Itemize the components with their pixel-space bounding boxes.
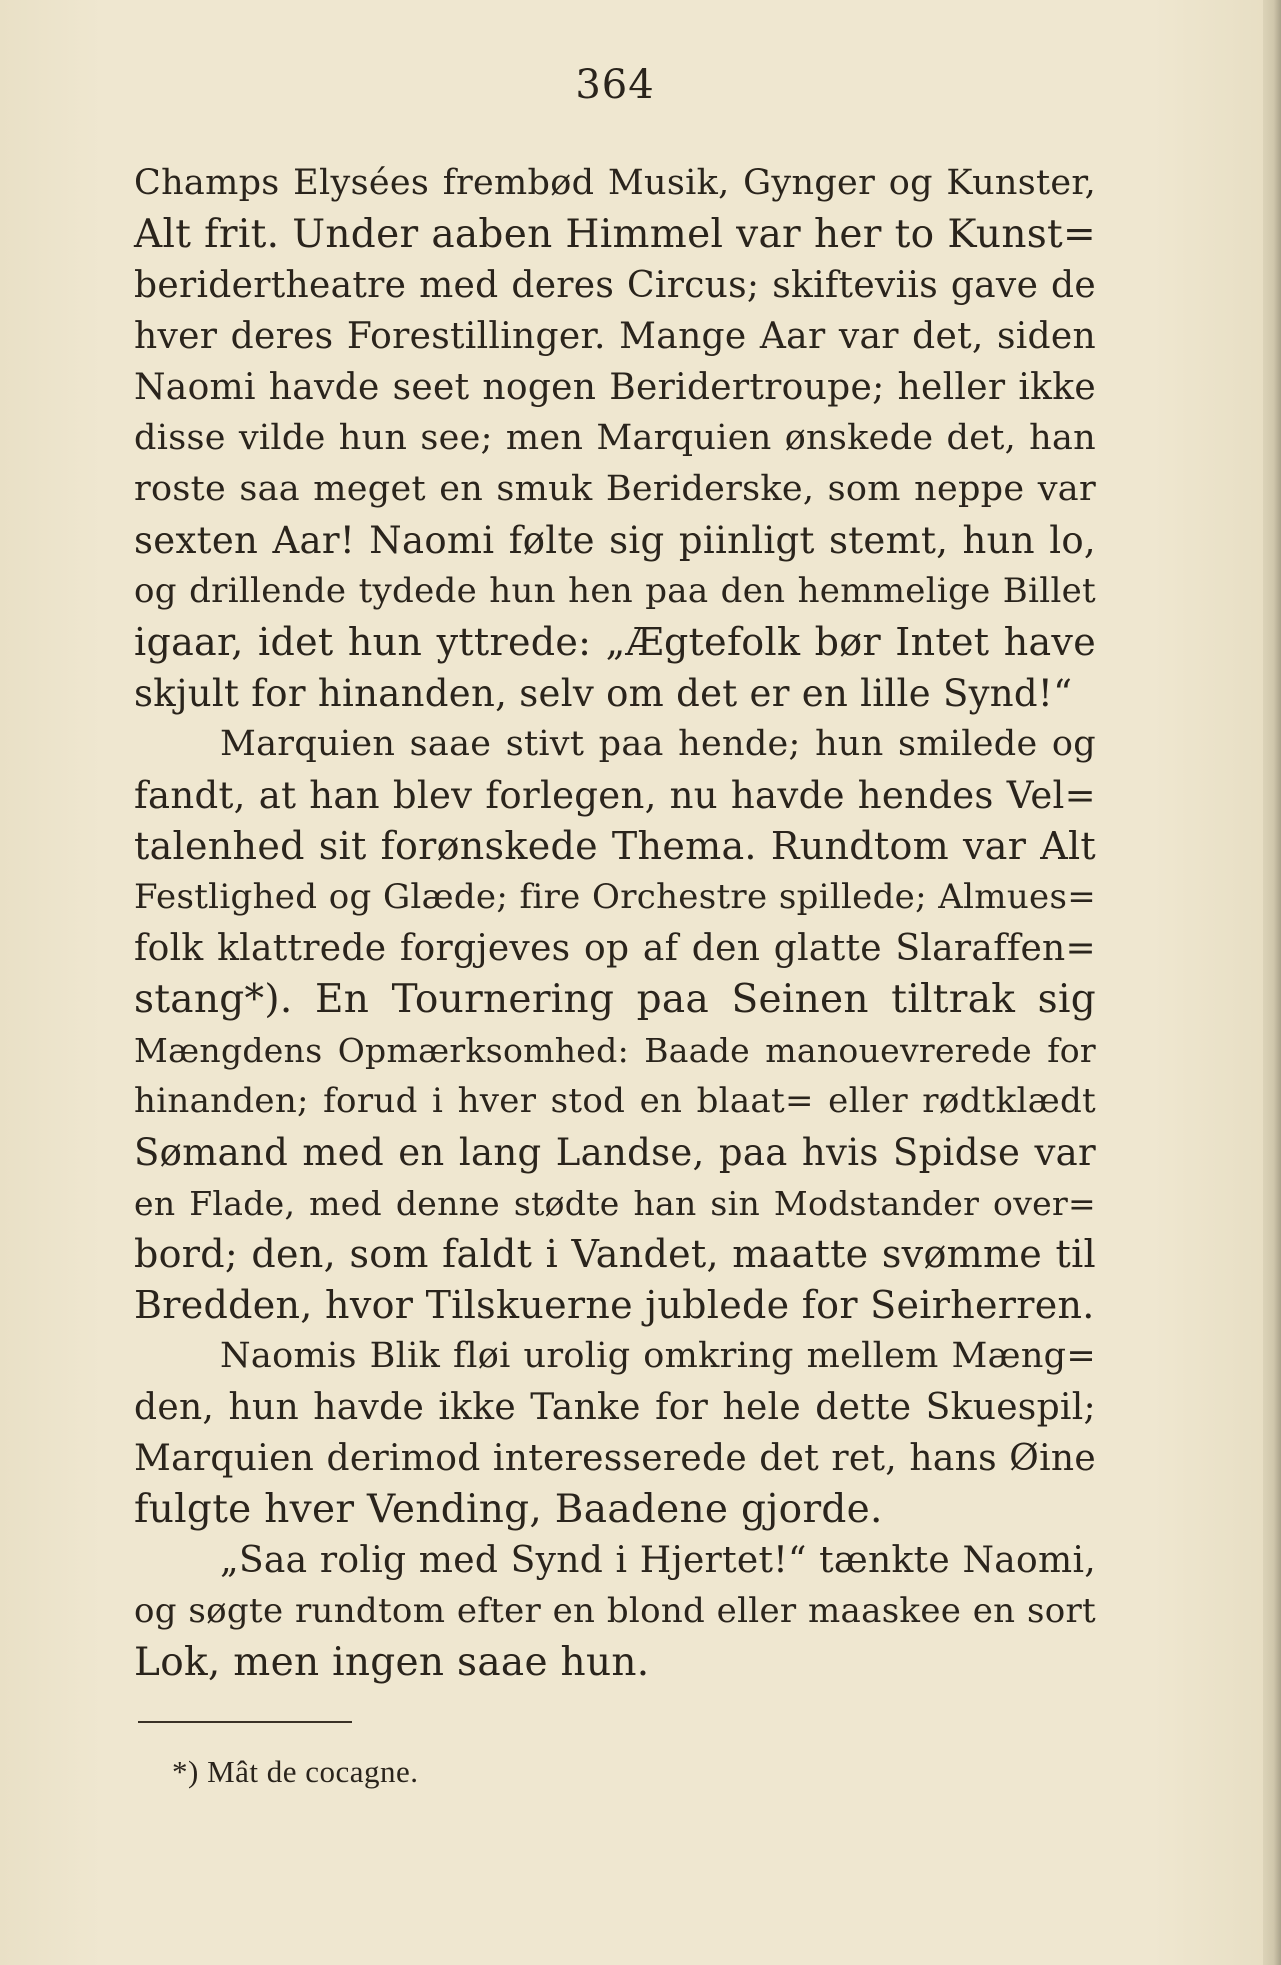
text-line: skjult for hinanden, selv om det er en lille Synd!“ <box>134 672 1073 715</box>
text-line: talenhed sit forønskede Thema. Rundtom var Alt <box>134 824 1096 868</box>
text-line: Sømand med en lang Landse, paa hvis Spidse var <box>134 1131 1096 1174</box>
text-line: Festlighed og Glæde; fire Orchestre spillede; Almues= <box>134 877 1096 917</box>
text-line: stang*). En Tournering paa Seinen tiltrak sig <box>134 977 1096 1022</box>
text-line: „Saa rolig med Synd i Hjertet!“ tænkte Naomi, <box>220 1540 1096 1581</box>
text-line: Marquien saae stivt paa hende; hun smilede og <box>220 724 1096 764</box>
text-line: Marquien derimod interesserede det ret, hans Øine <box>134 1438 1096 1479</box>
text-line: og søgte rundtom efter en blond eller maaskee en sort <box>134 1591 1096 1631</box>
text-line: Lok, men ingen saae hun. <box>134 1640 650 1685</box>
text-line: sexten Aar! Naomi følte sig piinligt stemt, hun lo, <box>134 519 1096 562</box>
text-line: Alt frit. Under aaben Himmel var her to Kunst= <box>134 212 1096 257</box>
text-line: en Flade, med denne stødte han sin Modstander over= <box>134 1184 1096 1223</box>
text-line: folk klattrede forgjeves op af den glatte Slaraffen= <box>134 928 1096 969</box>
footnote-rule <box>138 1721 352 1723</box>
text-line: og drillende tydede hun hen paa den hemmelige Billet <box>134 571 1096 611</box>
text-line: Bredden, hvor Tilskuerne jublede for Seirherren. <box>134 1283 1095 1327</box>
text-line: bord; den, som faldt i Vandet, maatte svømme til <box>134 1232 1096 1276</box>
body-text <box>134 158 1096 1688</box>
text-line: den, hun havde ikke Tanke for hele dette Skuespil; <box>134 1387 1096 1428</box>
text-line: fulgte hver Vending, Baadene gjorde. <box>134 1487 883 1532</box>
page-edge-shadow <box>1263 0 1281 1965</box>
text-line: hinanden; forud i hver stod en blaat= eller rødtklædt <box>134 1081 1096 1121</box>
text-line: Champs Elysées frembød Musik, Gynger og Kunster, <box>134 163 1096 203</box>
text-line: roste saa meget en smuk Beriderske, som neppe var <box>134 469 1096 509</box>
text-line: Naomis Blik fløi urolig omkring mellem Mæng= <box>220 1336 1096 1376</box>
text-line: igaar, idet hun yttrede: „Ægtefolk bør Intet have <box>134 620 1096 664</box>
footnote: *) Mât de cocagne. <box>172 1754 419 1789</box>
text-line: Naomi havde seet nogen Beridertroupe; heller ikke <box>134 367 1096 408</box>
text-line: fandt, at han blev forlegen, nu havde hendes Vel= <box>134 774 1096 817</box>
page-number: 364 <box>575 62 655 108</box>
text-line: hver deres Forestillinger. Mange Aar var det, siden <box>134 316 1096 357</box>
text-line: disse vilde hun see; men Marquien ønskede det, han <box>134 418 1096 458</box>
text-line: Mængdens Opmærksomhed: Baade manouevrerede for <box>134 1031 1096 1070</box>
text-line: beridertheatre med deres Circus; skifteviis gave de <box>134 265 1096 306</box>
